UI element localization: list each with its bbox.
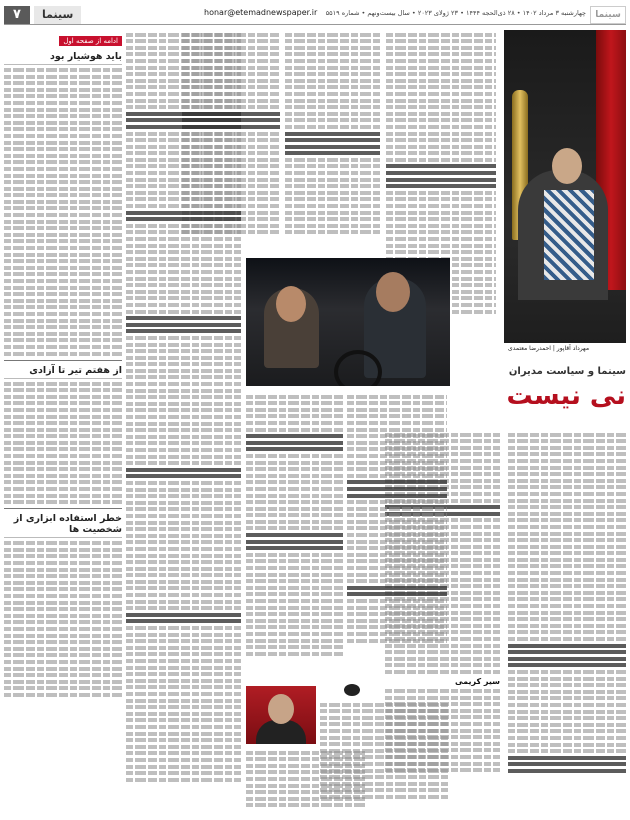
section-label: سینما xyxy=(34,6,81,24)
text-column xyxy=(508,430,626,814)
newspaper-logo: سینما xyxy=(590,6,626,24)
text-column xyxy=(285,30,380,254)
article-title: باید هوشیار بود xyxy=(4,51,122,65)
article-body xyxy=(4,541,122,697)
subhead: سیر کریمی xyxy=(455,676,500,686)
contact-email[interactable]: honar@etemadnewspaper.ir xyxy=(204,8,318,17)
issue-date: چهارشنبه ۳ مرداد ۱۴۰۲ • ۲۸ ذی‌الحجه ۱۴۴۴ • ۲۳ ژولای ۲۰۲۳ • سال بیست‌ونهم • شماره ۵۵۱۹ xyxy=(325,9,586,17)
lead-photo xyxy=(504,30,626,355)
left-column xyxy=(4,28,122,814)
speaker-portrait xyxy=(246,686,316,744)
steering-wheel-icon xyxy=(334,350,382,386)
article-body xyxy=(4,382,122,505)
article-body xyxy=(4,68,122,356)
text-column xyxy=(320,700,448,814)
page-header xyxy=(4,6,626,25)
article-title: از هفتم تیر تا آزادی xyxy=(4,365,122,379)
continued-tag: ادامه از صفحه اول xyxy=(59,36,122,46)
kicker: سینما و سیاست مدیران xyxy=(508,366,626,377)
quote-icon xyxy=(344,684,360,696)
text-column xyxy=(347,392,447,680)
article-title: خطر استفاده ابزاری از شخصیت ها xyxy=(4,513,122,538)
page-number: ۷ xyxy=(4,6,30,24)
text-column xyxy=(246,392,343,682)
main-headline: نی نیست xyxy=(506,381,626,411)
text-column xyxy=(126,30,241,814)
photo-caption: مهرداد آقاپور | احمدرضا معتمدی xyxy=(504,343,626,355)
